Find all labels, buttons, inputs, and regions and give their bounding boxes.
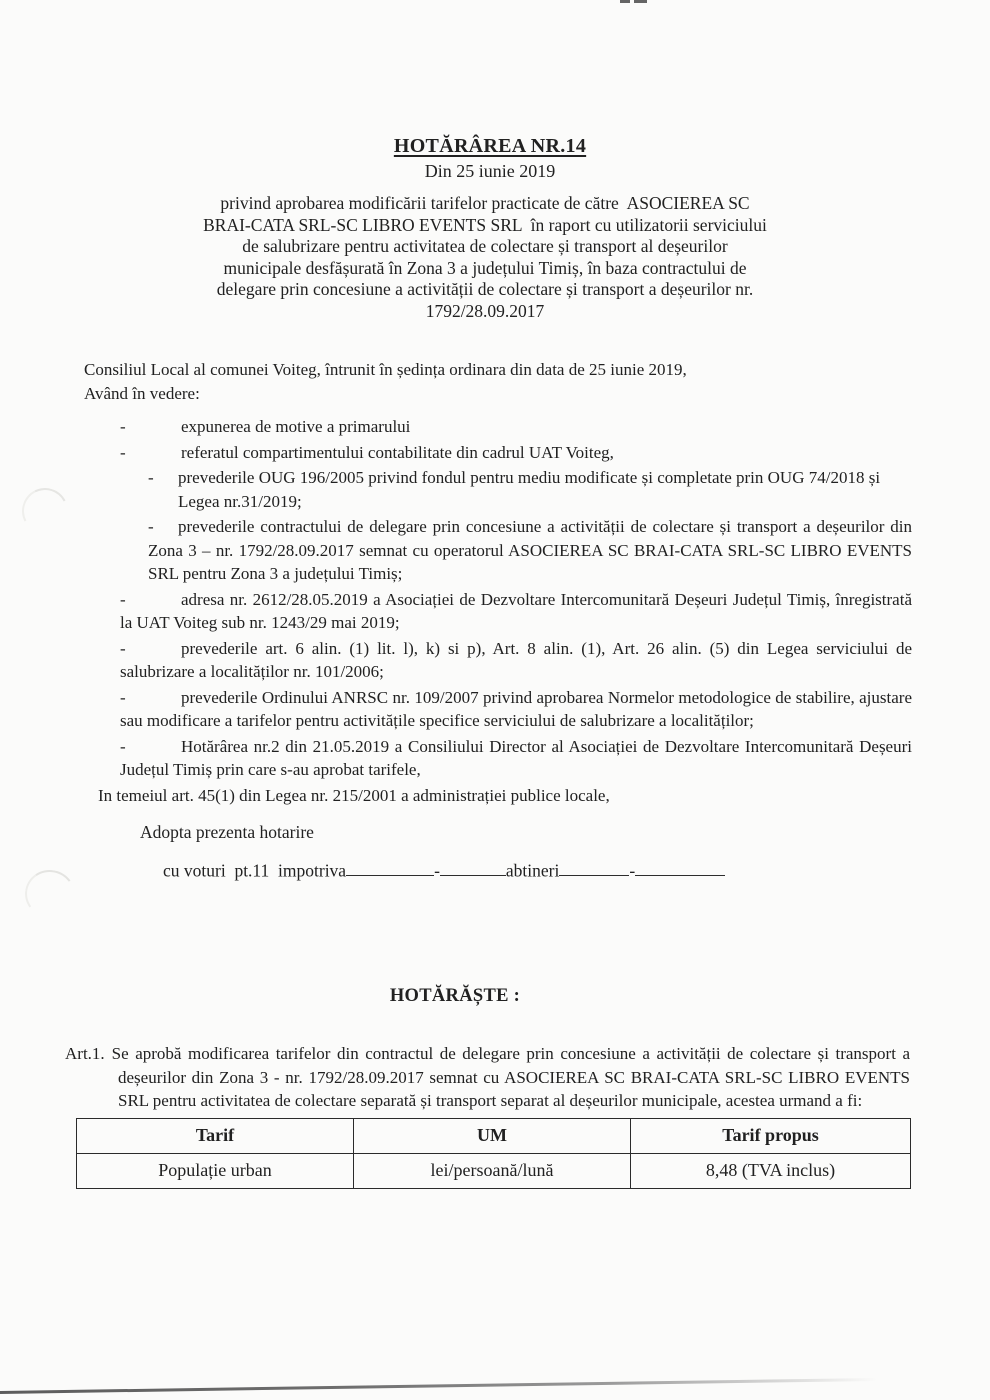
consideration-item bbox=[120, 441, 912, 465]
table-header-row bbox=[77, 1118, 911, 1153]
abstentions-label: abtineri bbox=[505, 860, 560, 881]
cell-tarif-propus: 8,48 (TVA inclus) bbox=[631, 1153, 911, 1188]
dash-bullet: - bbox=[120, 638, 126, 658]
subject-line: 1792/28.09.2017 bbox=[425, 300, 545, 321]
consideration-text: prevederile Ordinului ANRSC nr. 109/2007 privind aprobarea Normelor metodologice de stabilire, ajustare sau modificare a tarifelor pentru activitățile specifice serviciului de salubrizare a localităților; bbox=[120, 687, 912, 730]
subject-line: BRAI-CATA SRL-SC LIBRO EVENTS SRL în raport cu utilizatorii serviciului bbox=[203, 214, 767, 235]
vote-blank bbox=[635, 857, 725, 876]
scan-mark-top bbox=[620, 0, 630, 3]
legal-basis-line: In temeiul art. 45(1) din Legea nr. 215/2001 a administrației publice locale, bbox=[98, 785, 610, 805]
vote-blank bbox=[559, 857, 629, 876]
consideration-text: expunerea de motive a primarului bbox=[181, 417, 411, 436]
document-title: HOTĂRÂREA NR.14 bbox=[393, 135, 587, 157]
document-body bbox=[84, 358, 912, 882]
tariff-table bbox=[76, 1118, 911, 1189]
dash-bullet: - bbox=[148, 468, 154, 487]
consideration-text: prevederile art. 6 alin. (1) lit. l), k) si p), Art. 8 alin. (1), Art. 26 alin. (5) din Legea serviciului de salubrizare a localităților nr. 101/2006; bbox=[120, 638, 912, 681]
cell-um: lei/persoană/lună bbox=[354, 1153, 631, 1188]
article-text: Se aprobă modificarea tarifelor din contractul de delegare prin concesiune a activității de colectare și transport a deșeurilor din Zona 3 - nr. 1792/28.09.2017 semnat cu ASOCIEREA SC BRAI-CATA SRL-SC LIBRO EVENTS SRL pentru activitatea de colectare separată și transport separat al deșeurilor municipale, acestea urmand a fi: bbox=[111, 1044, 910, 1111]
decision-heading: HOTĂRĂȘTE : bbox=[389, 986, 521, 1007]
having-regard-label: Având în vedere: bbox=[84, 383, 200, 403]
consideration-text: Hotărârea nr.2 din 21.05.2019 a Consiliului Director al Asociației de Dezvoltare Intercomunitară Deșeuri Județul Timiș prin care s-au aprobat tarifele, bbox=[120, 736, 912, 779]
adoption-line: Adopta prezenta hotarire bbox=[140, 822, 314, 842]
subject-line: de salubrizare pentru activitatea de colectare și transport al deșeurilor bbox=[242, 236, 728, 256]
vote-dash: - bbox=[629, 860, 636, 881]
header-cell-um: UM bbox=[354, 1118, 631, 1153]
scan-mark-top bbox=[634, 0, 647, 3]
dash-bullet: - bbox=[120, 417, 126, 436]
consideration-item bbox=[120, 735, 912, 782]
consideration-text: referatul compartimentului contabilitate din cadrul UAT Voiteg, bbox=[181, 442, 614, 462]
vote-blank bbox=[346, 857, 434, 876]
consideration-item bbox=[120, 637, 912, 684]
consideration-text: prevederile contractului de delegare prin concesiune a activității de colectare și transport a deșeurilor din Zona 3 – nr. 1792/28.09.2017 semnat cu operatorul ASOCIEREA SC BRAI-CATA SRL-SC LIBRO EVENTS SRL pentru Zona 3 a județului Timiș; bbox=[148, 517, 912, 583]
article-label: Art.1. bbox=[65, 1044, 105, 1064]
subject-line: municipale desfășurată în Zona 3 a județului Timiș, în baza contractului de bbox=[223, 257, 747, 278]
consideration-item bbox=[148, 515, 912, 586]
consideration-text: adresa nr. 2612/28.05.2019 a Asociației de Dezvoltare Intercomunitară Deșeuri Județul Timiș, înregistrată la UAT Voiteg sub nr. 1243/29 mai 2019; bbox=[120, 589, 912, 632]
article-1 bbox=[65, 1042, 910, 1113]
consideration-item bbox=[120, 588, 912, 635]
title-block bbox=[0, 0, 980, 183]
document-date: Din 25 iunie 2019 bbox=[424, 161, 556, 181]
dash-bullet: - bbox=[120, 736, 126, 756]
consideration-item bbox=[120, 686, 912, 733]
vote-text: cu voturi pt.11 impotriva bbox=[163, 860, 347, 881]
header-cell-tarif: Tarif bbox=[77, 1118, 354, 1153]
consideration-item bbox=[120, 415, 912, 439]
header-cell-tarif-propus: Tarif propus bbox=[631, 1118, 911, 1153]
consideration-text: prevederile OUG 196/2005 privind fondul pentru mediu modificate și completate prin OUG 74/2018 și Legea nr.31/2019; bbox=[178, 468, 881, 511]
table-row bbox=[77, 1153, 911, 1188]
dash-bullet: - bbox=[120, 589, 126, 609]
dash-bullet: - bbox=[148, 517, 154, 536]
vote-dash: - bbox=[434, 860, 440, 881]
punch-hole-mark bbox=[16, 482, 74, 540]
scan-line-artifact bbox=[0, 1378, 877, 1394]
consideration-item bbox=[148, 466, 912, 513]
subject-line: privind aprobarea modificării tarifelor practicate de către ASOCIEREA SC bbox=[220, 193, 750, 213]
tariff-table-wrap bbox=[76, 1118, 990, 1189]
punch-hole-mark bbox=[21, 866, 79, 922]
vote-blank bbox=[440, 857, 506, 876]
cell-tarif: Populație urban bbox=[77, 1153, 354, 1188]
dash-bullet: - bbox=[120, 442, 126, 462]
intro-line: Consiliul Local al comunei Voiteg, întrunit în ședința ordinara din data de 25 iunie 2019, bbox=[84, 360, 687, 379]
considerations-list bbox=[84, 415, 912, 782]
dash-bullet: - bbox=[120, 687, 126, 707]
subject-line: delegare prin concesiune a activității de colectare și transport a deșeurilor nr. bbox=[216, 279, 754, 299]
vote-line bbox=[163, 857, 912, 882]
document-subject bbox=[125, 193, 845, 322]
